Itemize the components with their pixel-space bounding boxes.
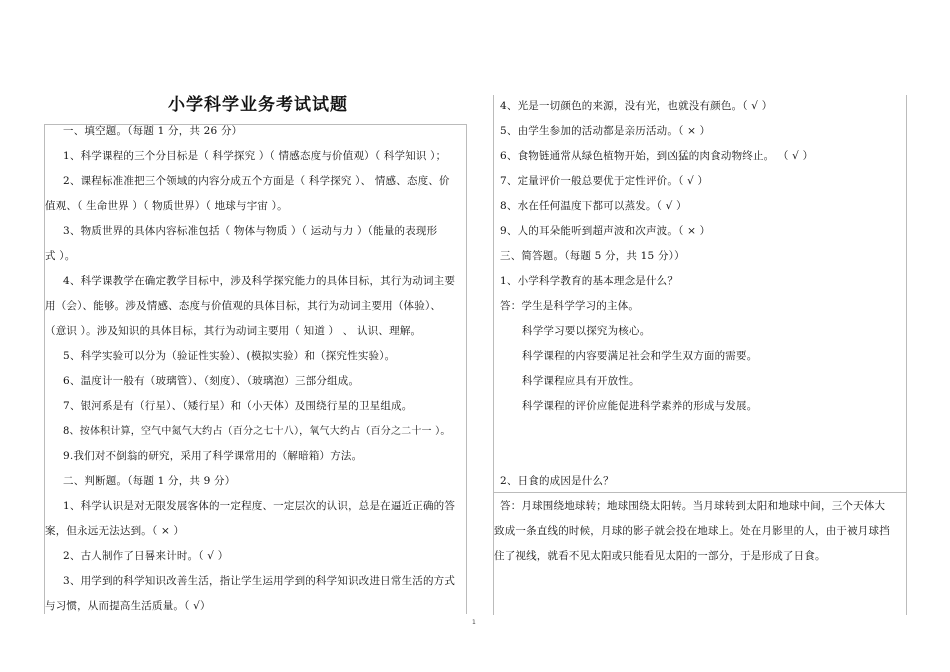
question-line: 9、人的耳朵能听到超声波和次声波。（ × ） <box>500 225 711 237</box>
answer-box-top-border <box>493 492 906 493</box>
question-line: 2、古人制作了日晷来计时。（ √ ） <box>63 550 229 562</box>
question-line: 6、温度计一般有（玻璃管）、（刻度）、（玻璃泡）三部分组成。 <box>63 375 360 387</box>
answer-line: 科学课程的内容要满足社会和学生双方面的需要。 <box>522 350 758 362</box>
question-line: 7、银河系是有（行星）、（矮行星）和（小天体）及围绕行星的卫星组成。 <box>63 400 413 412</box>
page-title: 小学科学业务考试试题 <box>168 95 348 115</box>
answer-line: 住了视线，就看不见太阳或只能看见太阳的一部分，于是形成了日食。 <box>494 550 826 562</box>
section-true-false-heading: 二、判断题。（每题 1 分，共 9 分） <box>63 475 236 487</box>
answer-line: 科学课程的评价应能促进科学素养的形成与发展。 <box>522 400 758 412</box>
question-line: 3、物质世界的具体内容标准包括（ 物体与物质 ）（ 运动与力 ）（能量的表现形 <box>63 225 438 237</box>
question-line: 与习惯，从而提高生活质量。（ √） <box>45 600 211 612</box>
question-line: （意识 ）。涉及知识的具体目标，其行为动词主要用（ 知道 ） 、 认识、理解。 <box>45 325 422 337</box>
question-line: 式 ）。 <box>45 250 76 262</box>
question-line: 9.我们对不倒翁的研究，采用了科学课常用的（解暗箱）方法。 <box>63 450 363 462</box>
question-line: 5、由学生参加的活动都是亲历活动。（ × ） <box>500 125 711 137</box>
question-line: 1、科学课程的三个分目标是（ 科学探究 ）（ 情感态度与价值观）（ 科学知识 ）； <box>63 150 447 162</box>
question-line: 3、用学到的科学知识改善生活，指让学生运用学到的科学知识改进日常生活的方式 <box>63 575 456 587</box>
question-line: 8、按体积计算，空气中氮气大约占（百分之七十八），氧气大约占（百分之二十一 ）。 <box>63 426 451 437</box>
answer-line: 致成一条直线的时候，月球的影子就会投在地球上。处在月影里的人，由于被月球挡 <box>494 525 890 537</box>
question-line: 4、科学课教学在确定教学目标中，涉及科学探究能力的具体目标，其行为动词主要 <box>63 275 456 287</box>
question-line: 8、水在任何温度下都可以蒸发。（ √ ） <box>500 200 687 212</box>
answer-line: 科学学习要以探究为核心。 <box>522 325 651 337</box>
question-line: 2、课程标准准把三个领域的内容分成五个方面是（ 科学探究 ）、 情感、态度、价 <box>63 175 450 187</box>
question-line: 2、日食的成因是什么？ <box>500 475 614 487</box>
section-fill-blank-heading: 一、填空题。（每题 1 分，共 26 分） <box>63 125 243 137</box>
section-short-answer-heading: 三、简答题。（每题 5 分，共 15 分）） <box>500 250 685 262</box>
question-line: 5、科学实验可以分为（验证性实验）、(模拟实验）和（探究性实验）。 <box>63 350 396 362</box>
question-line: 1、科学认识是对无限发展客体的一定程度、一定层次的认识，总是在逼近正确的答 <box>63 500 456 512</box>
question-line: 7、定量评价一般总要优于定性评价。（ √ ） <box>500 175 709 187</box>
question-line: 用（会）、能够。涉及情感、态度与价值观的具体目标，其行为动词主要用（体验）、 <box>45 300 442 312</box>
question-line: 6、食物链通常从绿色植物开始，到凶猛的肉食动物终止。 （ √ ） <box>500 150 814 162</box>
question-line: 值观、（ 生命世界 ）（ 物质世界）（ 地球与宇宙 ）。 <box>45 200 288 212</box>
answer-line: 答：月球围绕地球转；地球围绕太阳转。当月球转到太阳和地球中间，三个天体大 <box>500 500 886 512</box>
page-number: 1 <box>472 619 476 626</box>
answer-line: 答：学生是科学学习的主体。 <box>500 300 640 312</box>
answer-line: 科学课程应具有开放性。 <box>522 375 640 387</box>
question-line: 案，但永远无法达到。（ × ） <box>45 525 185 537</box>
right-column-right-border <box>906 95 907 615</box>
question-line: 4、光是一切颜色的来源，没有光，也就没有颜色。（ √ ） <box>500 100 773 112</box>
left-column-left-border <box>44 124 45 614</box>
question-line: 1、小学科学教育的基本理念是什么？ <box>500 275 679 287</box>
left-column-right-border <box>466 124 467 614</box>
